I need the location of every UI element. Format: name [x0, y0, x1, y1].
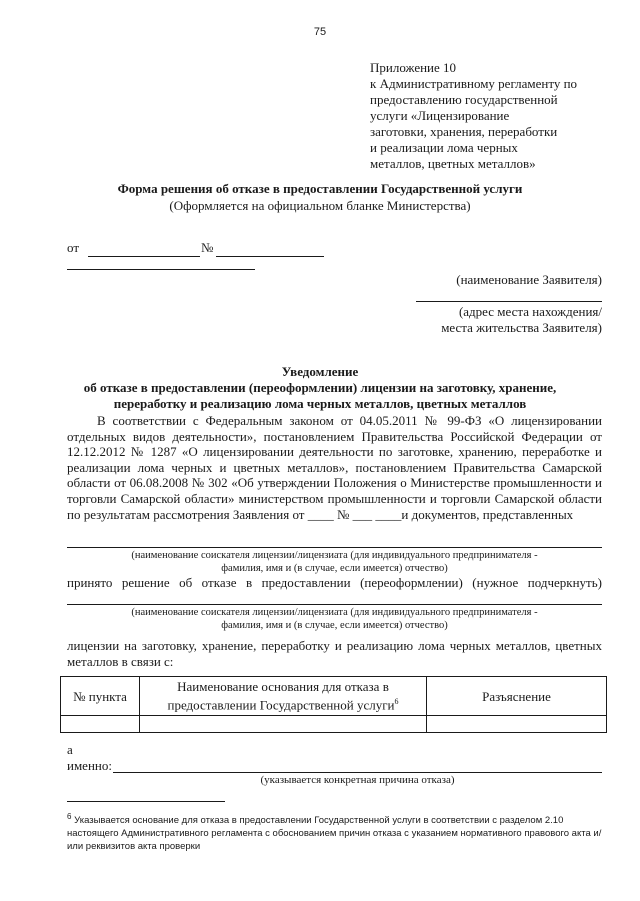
namely-label: именно: — [67, 758, 112, 773]
form-title: Форма решения об отказе в предоставлении Государственной услуги — [117, 181, 523, 196]
number-label: № — [201, 240, 214, 255]
address-label-2: места жительства Заявителя) — [441, 320, 602, 335]
appendix-line: к Административному регламенту по — [370, 76, 578, 91]
column-header-reason — [140, 677, 427, 716]
notice-subtitle-2: переработку и реализацию лома черных металлов, цветных металлов — [113, 396, 527, 411]
column-header-reason-line2: предоставлении Государственной услуги — [167, 697, 395, 713]
appendix-title: Приложение 10 — [370, 60, 457, 75]
date-field-line — [88, 255, 200, 257]
number-field-line — [216, 255, 324, 257]
licensee-hint-4: фамилия, имя и (в случае, если имеется) отчество) — [221, 620, 448, 631]
appendix-line: услуги «Лицензирование — [370, 108, 510, 123]
notice-title: Уведомление — [281, 364, 359, 379]
appendix-line: и реализации лома черных — [370, 140, 518, 155]
address-label-1: (адрес места нахождения/ — [458, 304, 602, 319]
footnote-text: Указывается основание для отказа в предоставлении Государственной услуги в соответствии с разделом 2.10 настоящего Административного регламента с обоснованием причин отказа с указанием нормативного правового акта и/или реквизитов акта проверки — [67, 815, 602, 853]
license-text: лицензии на заготовку, хранение, переработку и реализацию лома черных металлов, цветных металлов в связи с: — [67, 638, 602, 669]
column-header-reason-line1: Наименование основания для отказа в — [177, 679, 389, 695]
reason-hint: (указывается конкретная причина отказа) — [260, 774, 455, 786]
form-subtitle: (Оформляется на официальном бланке Министерства) — [169, 198, 471, 213]
licensee-field-line-2 — [67, 603, 602, 605]
body-paragraph: В соответствии с Федеральным законом от 04.05.2011 № 99-ФЗ «О лицензировании отдельных видов деятельности», постановлением Правительства Российской Федерации от 12.12.2012 № 1287 «О лицензировании деятельности по заготовке, хранению, переработке и реализации лома черных и цветных металлов», постановлением Правительства Самарской области от 06.08.2008 № 302 «Об утверждении Положения о Министерстве промышленности и торговли Самарской области» министерством промышленности и торговли Самарской области по результатам рассмотрения Заявления от ____ № ___ ____и документов, представленных — [67, 413, 602, 522]
licensee-hint-1: (наименование соискателя лицензии/лицензиата (для индивидуального предпринимателя - — [131, 550, 538, 561]
footnote-mark: 6 — [67, 812, 72, 821]
footnote-divider — [67, 800, 225, 802]
column-header-explanation: Разъяснение — [427, 677, 607, 716]
reasons-table — [60, 676, 607, 733]
table-cell-explanation[interactable] — [427, 716, 607, 733]
extra-field-line — [67, 268, 255, 270]
footnote-ref: 6 — [394, 697, 399, 707]
from-label: от — [67, 240, 80, 255]
column-header-number: № пункта — [61, 677, 140, 716]
licensee-hint-3: (наименование соискателя лицензии/лицензиата (для индивидуального предпринимателя - — [131, 607, 538, 618]
footnote — [67, 810, 607, 853]
page-number: 75 — [313, 26, 327, 38]
notice-subtitle-1: об отказе в предоставлении (переоформлении) лицензии на заготовку, хранение, — [83, 380, 557, 395]
decision-line: принято решение об отказе в предоставлении (переоформлении) (нужное подчеркнуть) — [67, 575, 602, 590]
table-cell-number[interactable] — [61, 716, 140, 733]
appendix-line: металлов, цветных металлов» — [370, 156, 536, 171]
applicant-name-label: (наименование Заявителя) — [456, 272, 602, 287]
appendix-line: предоставлению государственной — [370, 92, 558, 107]
address-field-line — [416, 300, 602, 302]
appendix-block — [370, 60, 610, 172]
table-row — [61, 716, 607, 733]
a-label: а — [67, 742, 73, 757]
reason-field-line — [113, 771, 602, 773]
table-cell-reason[interactable] — [140, 716, 427, 733]
appendix-line: заготовки, хранения, переработки — [370, 124, 558, 139]
licensee-field-line — [67, 546, 602, 548]
licensee-hint-2: фамилия, имя и (в случае, если имеется) отчество) — [221, 563, 448, 574]
table-header-row — [61, 677, 607, 716]
